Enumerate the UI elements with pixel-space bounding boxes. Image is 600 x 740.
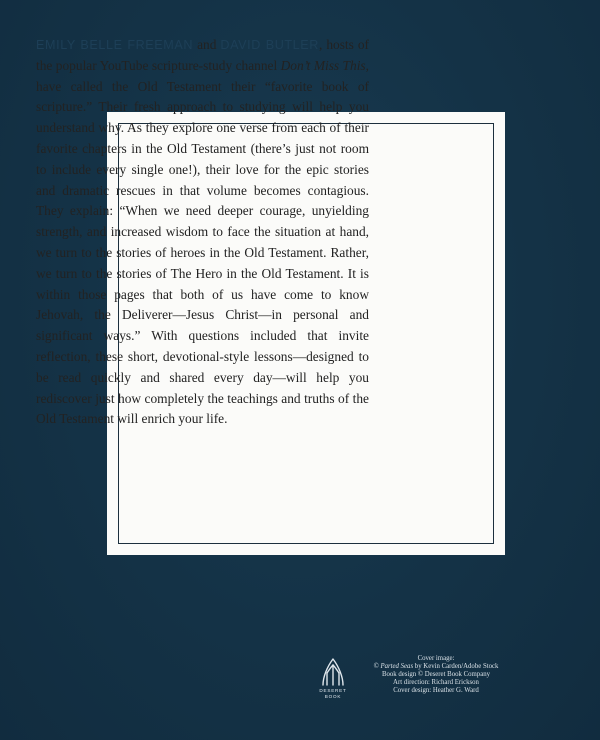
back-cover-blurb (36, 35, 369, 430)
credit-line-2 (352, 663, 520, 671)
author-name-2: DAVID BUTLER (220, 38, 319, 52)
credit-line-1: Cover image: (417, 655, 455, 662)
credit-image-title: Parted Seas (380, 663, 414, 671)
author-name-1: EMILY BELLE FREEMAN (36, 38, 194, 52)
credit-line-5: Cover design: Heather G. Ward (393, 687, 479, 695)
publisher-mark-icon (317, 655, 349, 687)
cover-credits (352, 655, 520, 695)
logo-wordmark (317, 688, 349, 700)
logo-line-1: DESERET (319, 688, 347, 693)
channel-name: Don’t Miss This (280, 57, 366, 73)
credit-line-3: Book design © Deseret Book Company (381, 671, 491, 679)
logo-line-2: BOOK (324, 694, 342, 699)
conjunction: and (193, 37, 221, 52)
blurb-text-1: , hosts of the popular YouTube scripture-study channel (36, 37, 369, 73)
credit-copyright: © (373, 663, 381, 671)
credit-line-4: Art direction: Richard Erickson (393, 679, 479, 687)
credit-photographer: by Kevin Carden/Adobe Stock (413, 663, 499, 671)
deseret-book-logo (317, 655, 349, 703)
blurb-text-2: , have called the Old Testament their “favorite book of scripture.” Their fresh approach to studying will help you understand why. As they explore one verse from each of their favorite chapters in the Old Testament (there’s just not room to include every single one!), their love for the epic stories and dramatic rescues in that volume becomes contagious. They explain: “When we need deeper courage, unyielding strength, and increased wisdom to face the situation at hand, we turn to the stories of heroes in the Old Testament. Rather, we turn to the stories of The Hero in the Old Testament. It is within those pages that both of us have come to know Jehovah, the Deliverer—Jesus Christ—in personal and significant ways.” With questions included that invite reflection, these short, devotional-style lessons—designed to be read quickly and shared every day—will help you rediscover just how completely the teachings and truths of the Old Testament will enrich your life. (36, 57, 369, 427)
